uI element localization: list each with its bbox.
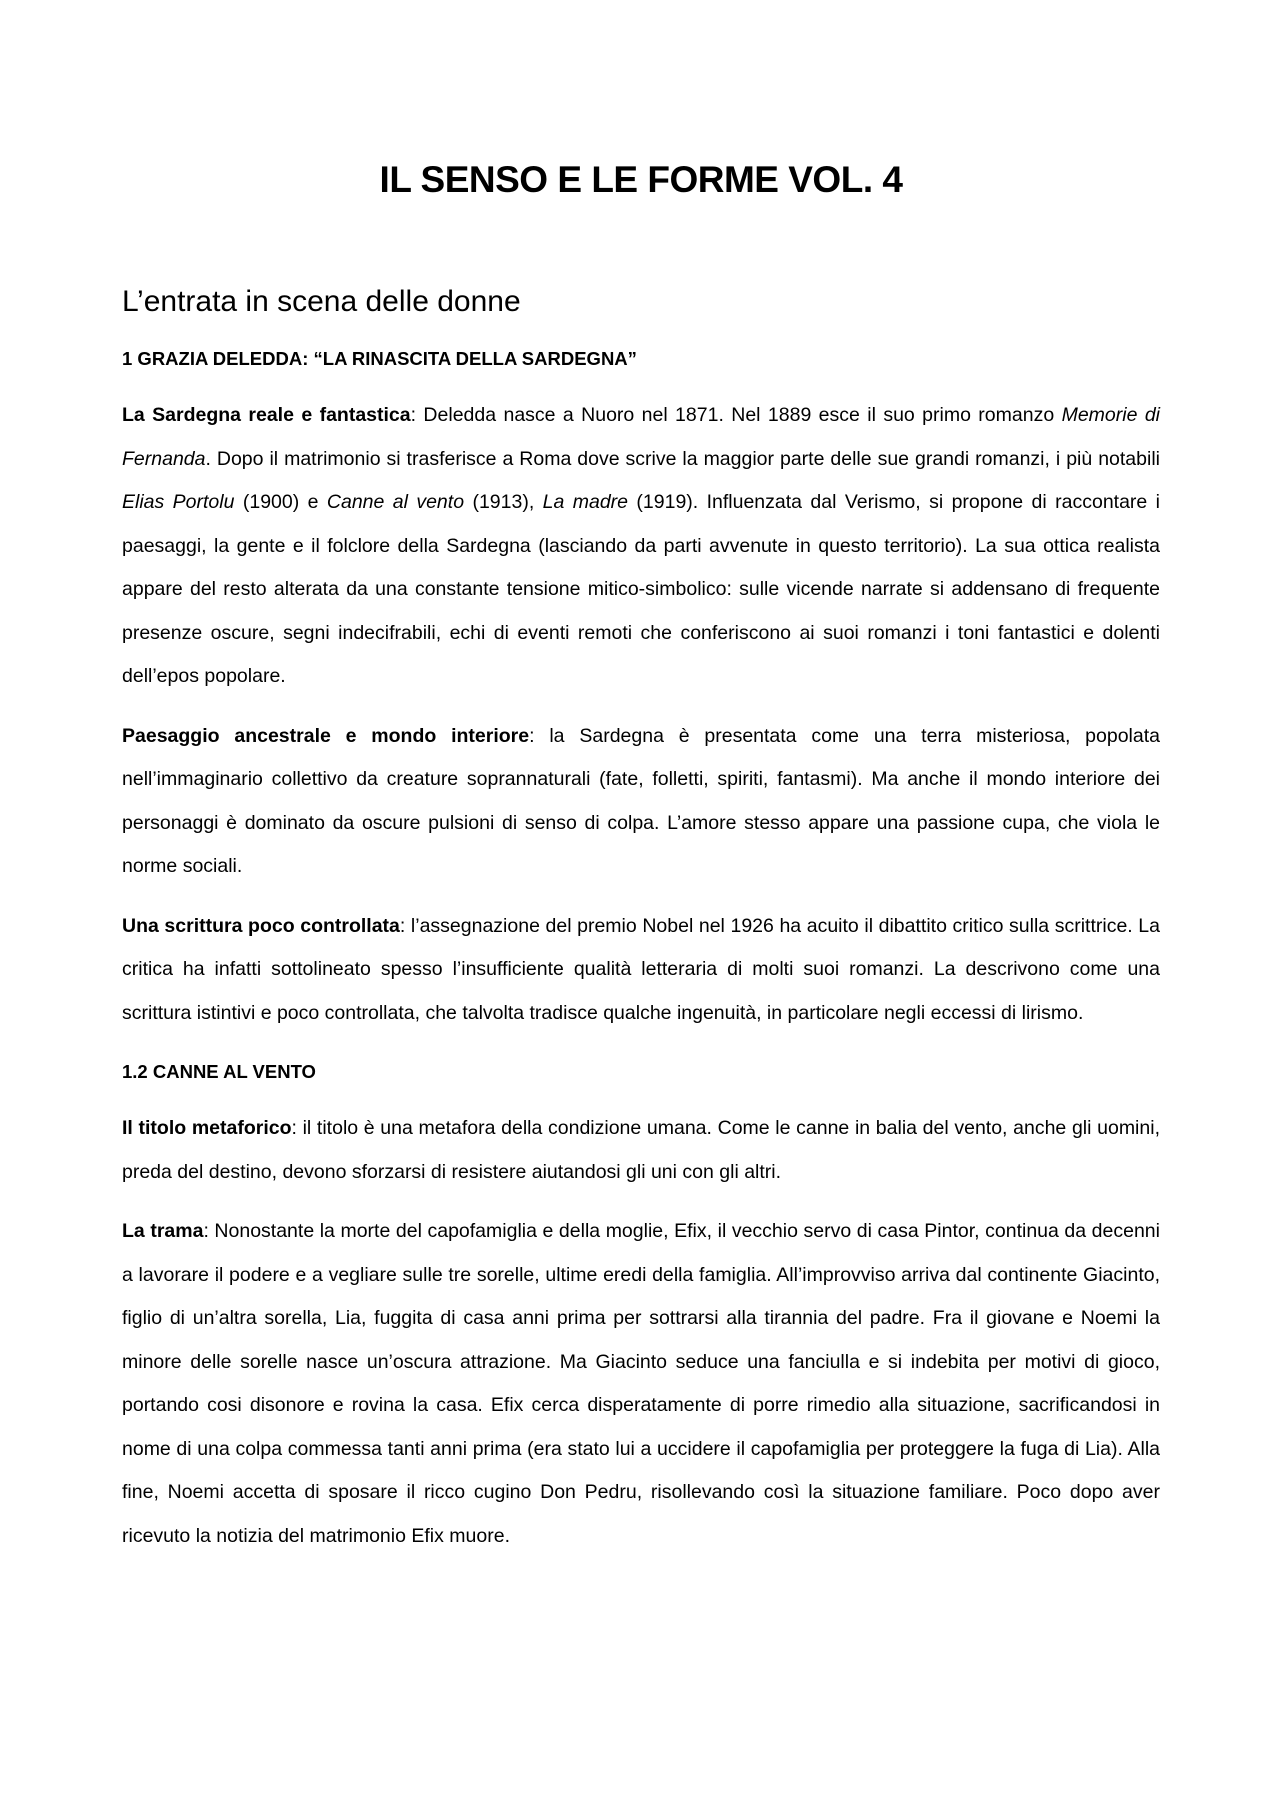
paragraph-text: (1900) e bbox=[234, 491, 327, 513]
book-title: Elias Portolu bbox=[122, 491, 235, 513]
paragraph-lead: Il titolo metaforico bbox=[122, 1117, 292, 1139]
paragraph-text: (1913), bbox=[464, 491, 543, 513]
paragraph-text: (1919). Influenzata dal Verismo, si propone di raccontare i paesaggi, la gente e il folclore della Sardegna (lasciando da parti avvenute in questo territorio). La sua ottica realista appare del resto alterata da una constante tensione mitico-simbolico: sulle vicende narrate si addensano di frequente presenze oscure, segni indecifrabili, echi di eventi remoti che conferiscono ai suoi romanzi i toni fantastici e dolenti dell’epos popolare. bbox=[122, 491, 1160, 687]
paragraph-trama bbox=[122, 1210, 1160, 1558]
paragraph-text: : la Sardegna è presentata come una terra misteriosa, popolata nell’immaginario collettivo da creature soprannaturali (fate, folletti, spiriti, fantasmi). Ma anche il mondo interiore dei personaggi è dominato da oscure pulsioni di senso di colpa. L’amore stesso appare una passione cupa, che viola le norme sociali. bbox=[122, 724, 1160, 877]
paragraph-lead: Paesaggio ancestrale e mondo interiore bbox=[122, 724, 530, 747]
section-heading-canne: 1.2 CANNE AL VENTO bbox=[122, 1061, 316, 1082]
paragraph-text: : l’assegnazione del premio Nobel nel 1926 ha acuito il dibattito critico sulla scrittrice. La critica ha infatti sottolineato spesso l’insufficiente qualità letteraria di molti suoi romanzi. La descrivono come una scrittura istintivi e poco controllata, che talvolta tradisce qualche ingenuità, in particolare negli eccessi di lirismo. bbox=[122, 914, 1160, 1024]
book-title: Canne al vento bbox=[326, 491, 465, 513]
document-title: IL SENSO E LE FORME VOL. 4 bbox=[379, 159, 903, 200]
chapter-subtitle: L’entrata in scena delle donne bbox=[122, 285, 521, 318]
paragraph-titolo bbox=[122, 1107, 1160, 1194]
section-heading-deledda: 1 GRAZIA DELEDDA: “LA RINASCITA DELLA SARDEGNA” bbox=[122, 348, 637, 369]
paragraph-lead: La trama bbox=[122, 1220, 204, 1242]
paragraph-lead: La Sardegna reale e fantastica bbox=[122, 404, 411, 426]
paragraph-text: : Deledda nasce a Nuoro nel 1871. Nel 1889 esce il suo primo romanzo bbox=[410, 404, 1062, 426]
book-title: La madre bbox=[542, 491, 629, 513]
paragraph-scrittura bbox=[122, 905, 1160, 1036]
paragraph-paesaggio bbox=[122, 715, 1160, 889]
paragraph-text: . Dopo il matrimonio si trasferisce a Roma dove scrive la maggior parte delle sue grandi romanzi, i più notabili bbox=[205, 447, 1160, 470]
paragraph-text: : il titolo è una metafora della condizione umana. Come le canne in balia del vento, anche gli uomini, preda del destino, devono sforzarsi di resistere aiutandosi gli uni con gli altri. bbox=[122, 1117, 1160, 1183]
paragraph-sardegna-reale bbox=[122, 394, 1160, 699]
paragraph-lead: Una scrittura poco controllata bbox=[122, 914, 400, 937]
book-title: Memorie di Fernanda bbox=[122, 404, 1160, 470]
paragraph-text: : Nonostante la morte del capofamiglia e della moglie, Efix, il vecchio servo di casa Pintor, continua da decenni a lavorare il podere e a vegliare sulle tre sorelle, ultime eredi della famiglia. All’improvviso arriva dal continente Giacinto, figlio di un’altra sorella, Lia, fuggita di casa anni prima per sottrarsi alla tirannia del padre. Fra il giovane e Noemi la minore delle sorelle nasce un’oscura attrazione. Ma Giacinto seduce una fanciulla e si indebita per motivi di gioco, portando cosi disonore e rovina la casa. Efix cerca disperatamente di porre rimedio alla situazione, sacrificandosi in nome di una colpa commessa tanti anni prima (era stato lui a uccidere il capofamiglia per proteggere la fuga di Lia). Alla fine, Noemi accetta di sposare il ricco cugino Don Pedru, risollevando così la situazione familiare. Poco dopo aver ricevuto la notizia del matrimonio Efix muore. bbox=[122, 1220, 1160, 1547]
